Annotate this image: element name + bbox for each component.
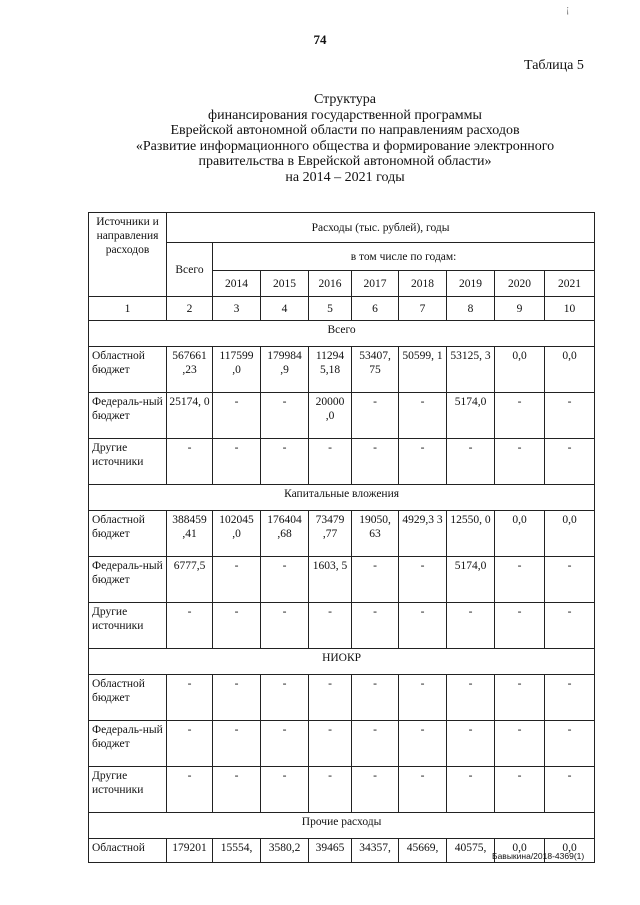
table-cell: - xyxy=(399,675,447,721)
column-number: 9 xyxy=(495,297,545,321)
table-row xyxy=(89,721,595,767)
table-cell: - xyxy=(399,557,447,603)
table-cell: - xyxy=(495,439,545,485)
table-cell: - xyxy=(447,721,495,767)
table-cell: - xyxy=(309,675,352,721)
title-line: Еврейской автономной области по направлениям расходов xyxy=(170,123,520,139)
table-cell: - xyxy=(495,557,545,603)
table-cell: 25174, 0 xyxy=(167,393,213,439)
table-cell: 53407, 75 xyxy=(352,347,399,393)
table-cell: - xyxy=(399,603,447,649)
table-cell: - xyxy=(399,393,447,439)
table-cell: 73479 ,77 xyxy=(309,511,352,557)
table-cell: - xyxy=(545,767,595,813)
table-row xyxy=(89,393,595,439)
section-title: НИОКР xyxy=(89,649,595,675)
table-row xyxy=(89,557,595,603)
row-source: Другие источники xyxy=(89,439,167,485)
table-cell: 40575, xyxy=(447,839,495,863)
header-by-years: в том числе по годам: xyxy=(213,243,595,271)
title-line: «Развитие информационного общества и формирование электронного xyxy=(135,138,555,154)
table-cell: - xyxy=(261,767,309,813)
financing-table xyxy=(88,212,595,863)
section-title: Всего xyxy=(89,321,595,347)
column-number: 5 xyxy=(309,297,352,321)
table-cell: - xyxy=(261,439,309,485)
column-number: 1 xyxy=(89,297,167,321)
table-cell: - xyxy=(352,675,399,721)
section-title: Прочие расходы xyxy=(89,813,595,839)
table-cell: - xyxy=(447,439,495,485)
table-cell: - xyxy=(495,393,545,439)
table-cell: - xyxy=(545,721,595,767)
table-cell: 1603, 5 xyxy=(309,557,352,603)
table-cell: - xyxy=(545,393,595,439)
table-cell: - xyxy=(545,439,595,485)
table-row xyxy=(89,439,595,485)
table-cell: 388459 ,41 xyxy=(167,511,213,557)
table-cell: - xyxy=(213,393,261,439)
table-cell: 53125, 3 xyxy=(447,347,495,393)
table-cell: 4929,3 3 xyxy=(399,511,447,557)
table-cell: 117599 ,0 xyxy=(213,347,261,393)
table-cell: - xyxy=(545,603,595,649)
table-cell: 3580,2 xyxy=(261,839,309,863)
table-cell: - xyxy=(213,603,261,649)
column-number: 3 xyxy=(213,297,261,321)
table-cell: - xyxy=(352,767,399,813)
table-cell: - xyxy=(352,557,399,603)
title-line: правительства в Еврейской автономной области» xyxy=(198,154,492,170)
row-source: Федераль-ный бюджет xyxy=(89,721,167,767)
table-cell: - xyxy=(167,675,213,721)
table-cell: - xyxy=(213,557,261,603)
table-cell: 20000 ,0 xyxy=(309,393,352,439)
table-cell: - xyxy=(352,721,399,767)
header-year: 2014 xyxy=(213,271,261,297)
table-cell: 0,0 xyxy=(495,347,545,393)
header-year: 2019 xyxy=(447,271,495,297)
table-cell: 45669, xyxy=(399,839,447,863)
table-cell: 567661 ,23 xyxy=(167,347,213,393)
column-number: 4 xyxy=(261,297,309,321)
table-cell: - xyxy=(213,767,261,813)
table-cell: - xyxy=(545,675,595,721)
table-cell: - xyxy=(545,557,595,603)
corner-mark: ¡ xyxy=(566,4,570,15)
header-sources: Источники и направления расходов xyxy=(89,213,167,297)
table-row xyxy=(89,675,595,721)
table-cell: - xyxy=(447,767,495,813)
row-source: Федераль-ный бюджет xyxy=(89,557,167,603)
footer-code: Бавыкина/2018-4369(1) xyxy=(492,851,585,861)
table-row xyxy=(89,511,595,557)
table-cell: 179201 xyxy=(167,839,213,863)
section-title: Капитальные вложения xyxy=(89,485,595,511)
page-number: 74 xyxy=(313,32,327,47)
table-cell: - xyxy=(447,603,495,649)
table-cell: - xyxy=(261,675,309,721)
table-cell: - xyxy=(261,721,309,767)
table-label: Таблица 5 xyxy=(524,58,584,73)
table-cell: - xyxy=(352,439,399,485)
table-cell: - xyxy=(495,721,545,767)
header-year: 2021 xyxy=(545,271,595,297)
table-cell: 5174,0 xyxy=(447,393,495,439)
row-source: Другие источники xyxy=(89,603,167,649)
row-source: Областной xyxy=(89,839,167,863)
table-cell: 34357, xyxy=(352,839,399,863)
table-cell: - xyxy=(309,603,352,649)
table-cell: - xyxy=(399,721,447,767)
table-cell: 0,0 xyxy=(545,839,595,863)
table-cell: - xyxy=(261,557,309,603)
column-number: 2 xyxy=(167,297,213,321)
table-cell: - xyxy=(399,767,447,813)
table-cell: - xyxy=(495,767,545,813)
header-year: 2017 xyxy=(352,271,399,297)
table-cell: 39465 xyxy=(309,839,352,863)
column-number: 10 xyxy=(545,297,595,321)
table-cell: 0,0 xyxy=(495,511,545,557)
table-cell: - xyxy=(167,767,213,813)
header-year: 2016 xyxy=(309,271,352,297)
table-cell: - xyxy=(309,439,352,485)
table-cell: - xyxy=(309,721,352,767)
table-cell: 50599, 1 xyxy=(399,347,447,393)
table-cell: - xyxy=(213,439,261,485)
table-cell: - xyxy=(309,767,352,813)
title-line: Структура xyxy=(313,92,377,107)
table-cell: 5174,0 xyxy=(447,557,495,603)
title-line: на 2014 – 2021 годы xyxy=(285,169,405,185)
table-cell: 176404 ,68 xyxy=(261,511,309,557)
row-source: Федераль-ный бюджет xyxy=(89,393,167,439)
header-year: 2020 xyxy=(495,271,545,297)
header-year: 2018 xyxy=(399,271,447,297)
table-cell: 6777,5 xyxy=(167,557,213,603)
table-cell: - xyxy=(447,675,495,721)
row-source: Областной бюджет xyxy=(89,347,167,393)
header-year: 2015 xyxy=(261,271,309,297)
document-title xyxy=(95,92,595,186)
table-cell: - xyxy=(399,439,447,485)
header-expenses: Расходы (тыс. рублей), годы xyxy=(167,213,595,243)
table-cell: 12550, 0 xyxy=(447,511,495,557)
table-cell: 102045 ,0 xyxy=(213,511,261,557)
header-total: Всего xyxy=(167,243,213,297)
table-row xyxy=(89,347,595,393)
table-cell: - xyxy=(495,603,545,649)
table-cell: 0,0 xyxy=(495,839,545,863)
table-cell: - xyxy=(167,721,213,767)
table-cell: - xyxy=(261,393,309,439)
table-cell: - xyxy=(167,603,213,649)
row-source: Другие источники xyxy=(89,767,167,813)
table-cell: - xyxy=(261,603,309,649)
table-cell: - xyxy=(213,675,261,721)
column-number: 6 xyxy=(352,297,399,321)
column-number: 7 xyxy=(399,297,447,321)
title-line: финансирования государственной программы xyxy=(208,107,482,123)
table-cell: - xyxy=(167,439,213,485)
table-cell: 179984 ,9 xyxy=(261,347,309,393)
table-cell: - xyxy=(213,721,261,767)
table-cell: 0,0 xyxy=(545,347,595,393)
table-cell: - xyxy=(352,393,399,439)
table-cell: - xyxy=(495,675,545,721)
column-number: 8 xyxy=(447,297,495,321)
row-source: Областной бюджет xyxy=(89,675,167,721)
table-cell: - xyxy=(352,603,399,649)
table-row xyxy=(89,603,595,649)
row-source: Областной бюджет xyxy=(89,511,167,557)
table-cell: 11294 5,18 xyxy=(309,347,352,393)
table-cell: 0,0 xyxy=(545,511,595,557)
table-cell: 15554, xyxy=(213,839,261,863)
table-row xyxy=(89,767,595,813)
table-cell: 19050, 63 xyxy=(352,511,399,557)
